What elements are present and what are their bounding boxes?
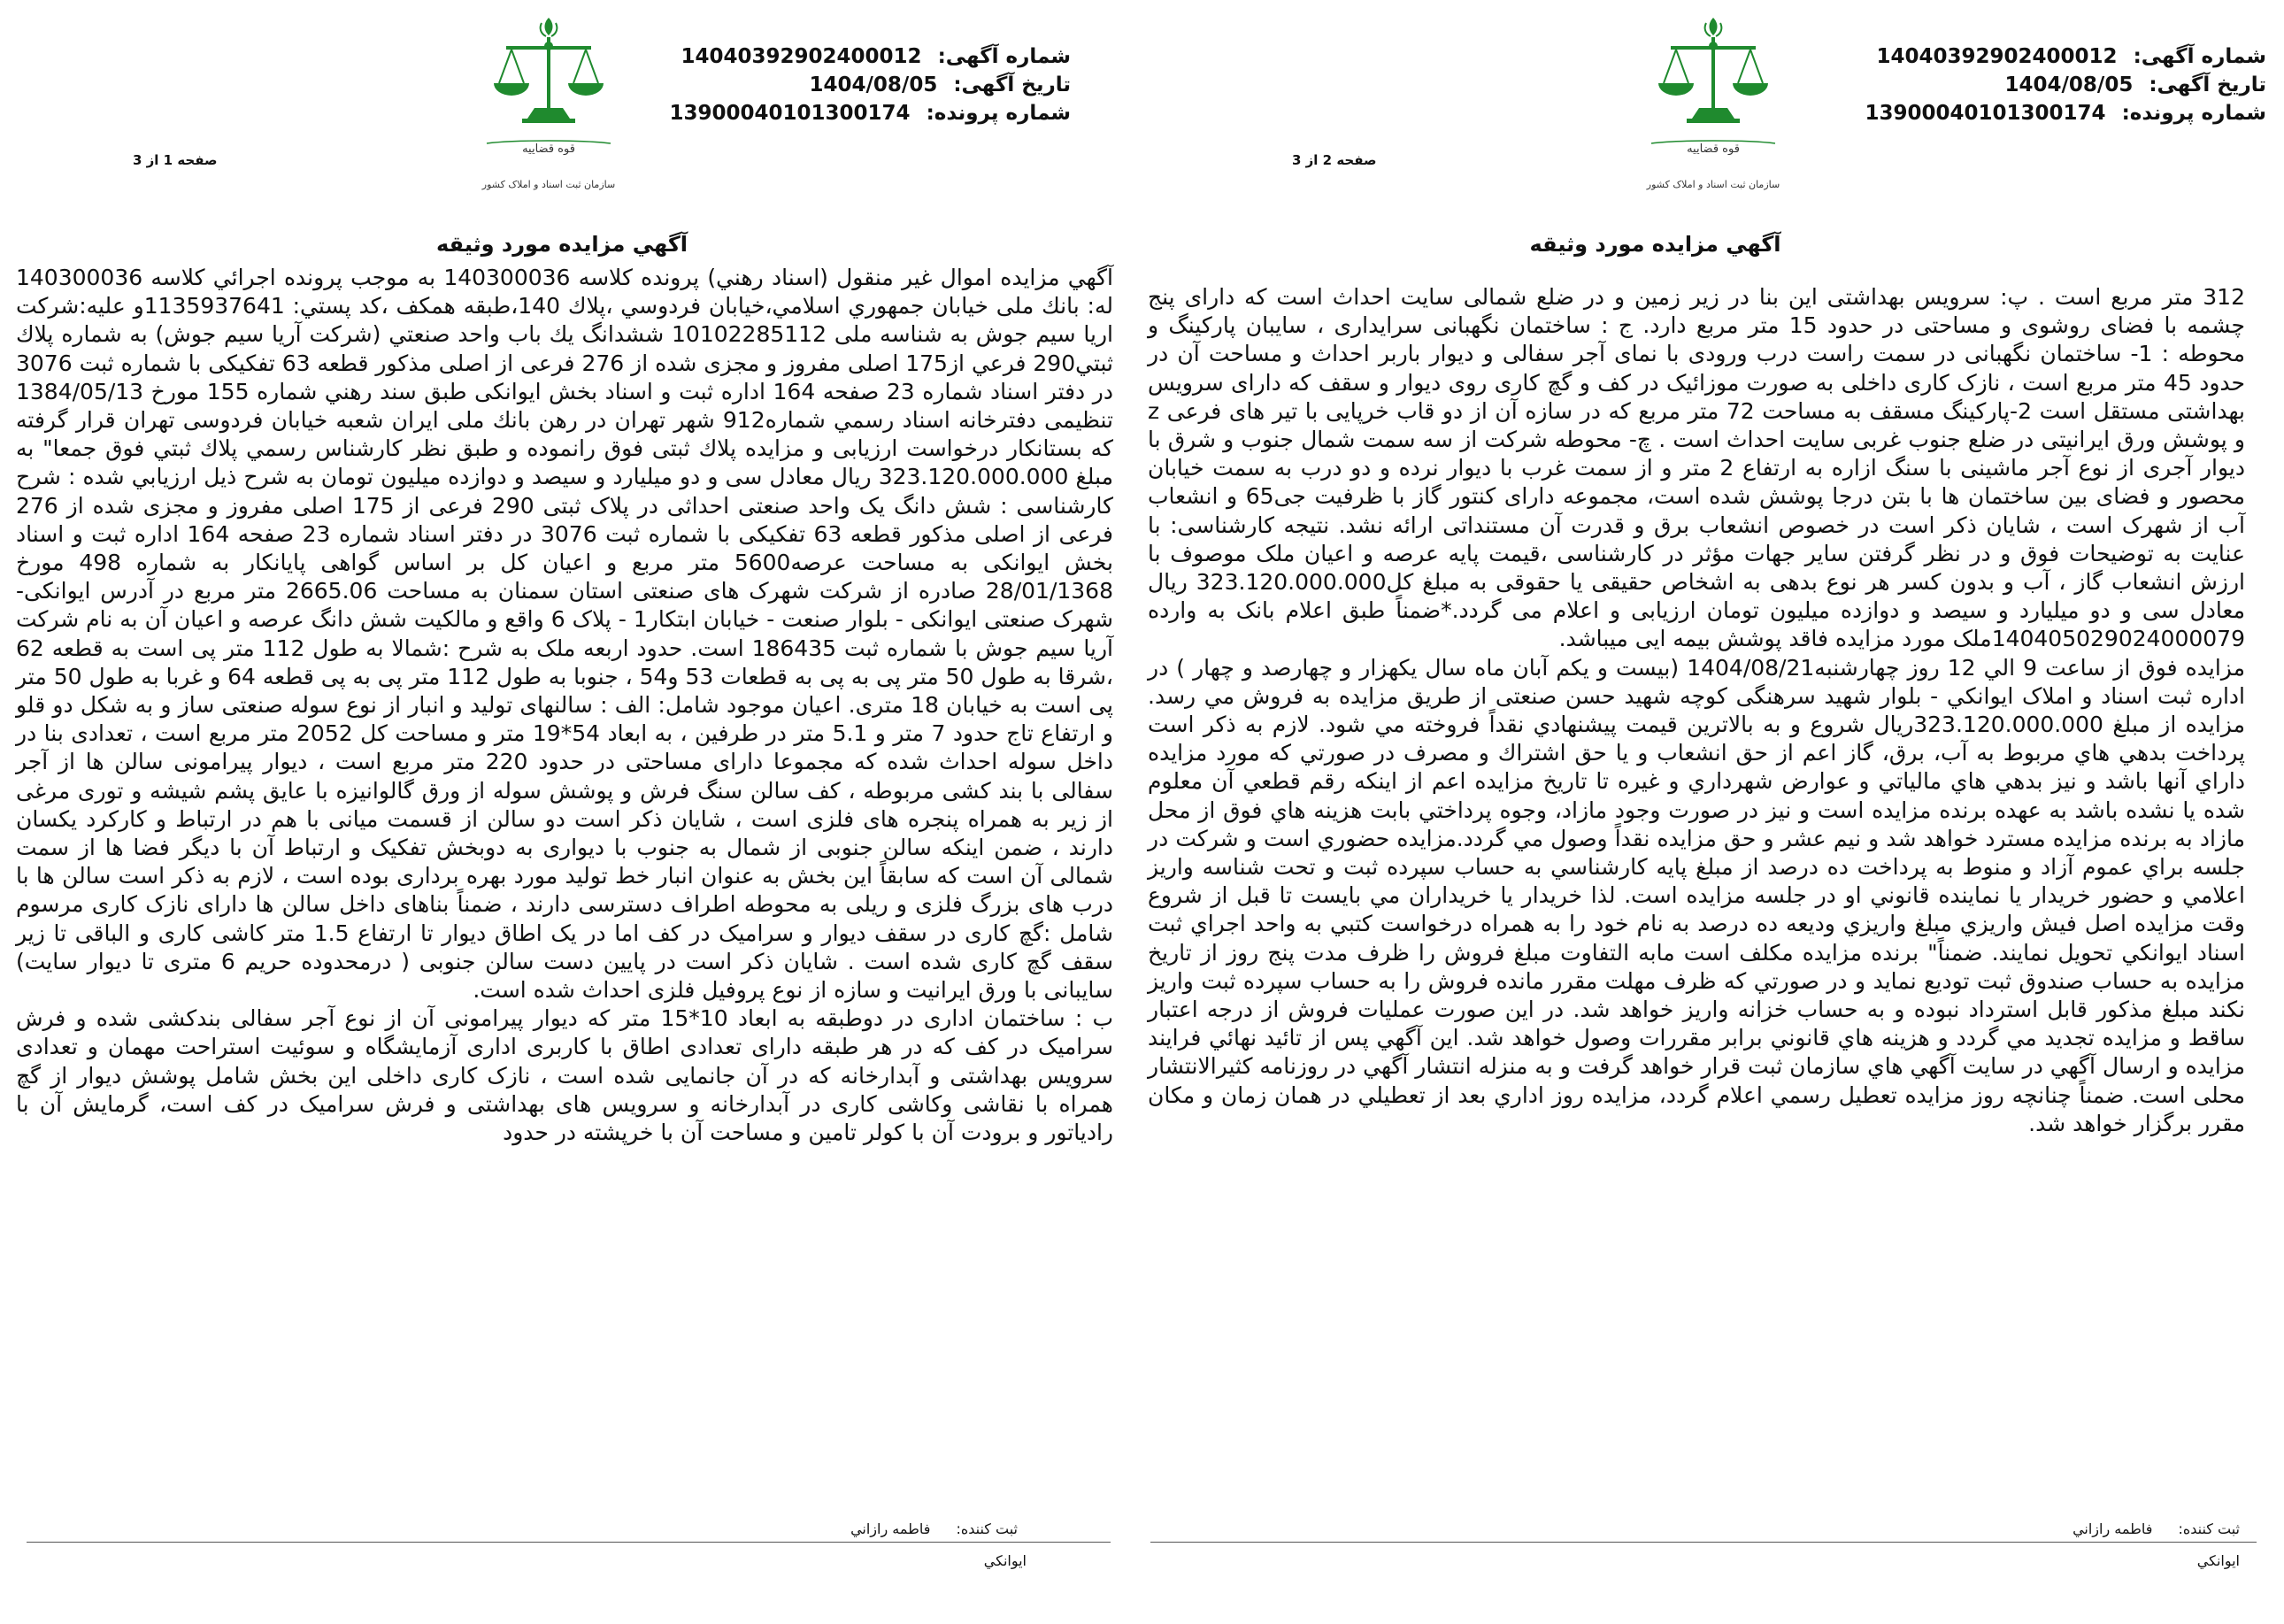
judiciary-emblem-icon [1625, 11, 1802, 196]
registrar-line [2051, 1520, 2240, 1537]
notice-body [16, 264, 1113, 1147]
notice-paragraph-2: ب : ساختمان اداری در دوطبقه به ابعاد 10*15 متر که دیوار پیرامونی آن از نوع آجر سفالی بندکشی شده و فرش سرامیک در کف که در هر طبقه دارای تعدادی اطاق با کاربری اداری آزمایشگاه و سوئیت استراحت مهمان و تعدادی سرویس بهداشتی و آبدارخانه که در آن جانمایی شده است ، نازک کاری داخلی این بخش شامل پوشش دیوار از گچ همراه با نقاشی وکاشی کاری در آبدارخانه و سرویس های بهداشتی و فرش سرامیک در کف است، گرمایش آن با رادیاتور و برودت آن با کولر تامین و مساحت آن با خرپشته در حدود [16, 1005, 1114, 1146]
ad-number-row [669, 42, 1071, 71]
ad-date: 1404/08/05 [2004, 73, 2134, 96]
file-number: 13900040101300174 [1865, 102, 2106, 125]
notice-meta [1865, 42, 2266, 127]
page-number: صفحه 1 از 3 [133, 152, 218, 168]
ad-number-row [1865, 42, 2266, 71]
footer-divider [27, 1542, 1111, 1543]
registrar-label: ثبت كننده: [2178, 1520, 2240, 1537]
ad-date: 1404/08/05 [809, 73, 938, 96]
ad-number-label: شماره آگهی: [2133, 45, 2266, 68]
emblem-caption-top: قوه قضاییه [522, 142, 575, 156]
ad-number: 14040392902400012 [681, 45, 922, 68]
registrar-name: فاطمه رازاني [2073, 1520, 2153, 1537]
notice-page-1 [0, 0, 1124, 1624]
registrar-line [829, 1520, 1018, 1537]
notice-paragraph-2: مزايده فوق از ساعت 9 الي 12 روز چهارشنبه1404/08/21 (بیست و یکم آبان ماه سال یکهزار و چهارصد و چهار ) در اداره ثبت اسناد و املاک ايوانكي - بلوار شهید سرهنگی کوچه شهید حسن صنعتی از طريق مزايده به فروش مي رسد. مزايده از مبلغ 323.120.000.000ريال شروع و به بالاترين قيمت پيشنهادي نقداً فروخته مي شود. لازم به ذكر است پرداخت بدهي هاي مربوط به آب، برق، گاز اعم از حق انشعاب و يا حق اشتراك و مصرف در صورتي كه مورد مزايده داراي آنها باشد و نيز بدهي هاي مالياتي و عوارض شهرداري و غيره تا تاريخ مزايده اعم از اينكه رقم قطعي آن معلوم شده يا نشده باشد به عهده برنده مزايده است و نيز در صورت وجود مازاد، وجوه پرداختي بابت هزينه هاي فوق از محل مازاد به برنده مزايده مسترد خواهد شد و نيم عشر و حق مزايده نقداً وصول مي گردد.مزايده حضوري است و شركت در جلسه براي عموم آزاد و منوط به پرداخت ده درصد از مبلغ پايه كارشناسي به حساب سپرده ثبت و تحت شناسه واريز اعلامي و حضور خريدار يا نماينده قانوني او در جلسه مزايده است. لذا خريدار يا خريداران مي بايست تا قبل از شروع وقت مزايده اصل فيش واريزي مبلغ واريزي وديعه ده درصد به نام خود را به همراه درخواست كتبي به واحد اجراي ثبت اسناد ايوانكي تحويل نمايند. ضمناً" برنده مزايده مكلف است مابه التفاوت مبلغ فروش را ظرف مدت پنج روز از تاريخ مزايده به حساب صندوق ثبت توديع نمايد و در صورتي كه ظرف مهلت مقرر مانده فروش را به حساب سپرده ثبت واريز نكند مبلغ مذكور قابل استرداد نبوده و به حساب خزانه واريز خواهد شد. در اين صورت عمليات فروش از درجه اعتبار ساقط و مزايده تجديد مي گردد و هزينه هاي قانوني برابر مقررات وصول خواهد شد. اين آگهي پس از تائيد نهائي فرايند مزايده و ارسال آگهي در سايت آگهي هاي سازمان ثبت قرار خواهد گرفت و به منزله انتشار آگهي در روزنامه كثيرالانتشار محلی است. ضمناً چنانچه روز مزايده تعطيل رسمي اعلام گردد، مزايده روز اداري بعد از تعطيلي در همان زمان و مكان مقرر برگزار خواهد شد. [1148, 654, 2245, 1136]
notice-meta [669, 42, 1071, 127]
emblem-caption-bottom: سازمان ثبت اسناد و املاک کشور [481, 179, 616, 190]
notice-page-2 [1133, 0, 2284, 1624]
emblem-caption-bottom: سازمان ثبت اسناد و املاک کشور [1646, 179, 1780, 190]
ad-date-label: تاریخ آگهی: [953, 73, 1071, 96]
ad-date-row [1865, 71, 2266, 99]
file-number-row [669, 99, 1071, 127]
judiciary-emblem-icon [460, 11, 637, 196]
registry-office: ايوانكي [983, 1552, 1027, 1569]
ad-number: 14040392902400012 [1876, 45, 2118, 68]
notice-paragraph-1: آگهي مزايده اموال غير منقول (اسناد رهني) پرونده كلاسه 140300036 به موجب پرونده اجرائي كلاسه 140300036 له: بانك ملی خيابان جمهوري اسلامي،خيابان فردوسي ،پلاك 140،طبقه همكف ،كد پستي: 1135937641و عليه:شركت اريا سيم جوش به شناسه ملی 10102285112 ششدانگ يك باب واحد صنعتي (شركت آريا سيم جوش) به شماره پلاك ثبتي290 فرعي از175 اصلی مفروز و مجزی شده از 276 فرعی از اصلی مذکور قطعه 63 تفکیکی با شماره ثبت 3076 در دفتر اسناد شماره 23 صفحه 164 اداره ثبت و اسناد بخش ايوانكی طبق سند رهني شماره 155 مورخ 1384/05/13 تنظيمی دفترخانه اسناد رسمي شماره912 شهر تهران در رهن بانك ملی ايران شعبه خيابان فردوسی تهران قرار گرفته كه بستانكار درخواست ارزيابی و مزايده پلاك ثبتی فوق رانموده و طبق نظر كارشناس رسمي پلاك ثبتي فوق جمعا" به مبلغ 323.120.000.000 ريال معادل سی و دو ميليارد و سيصد و دوازده ميليون تومان به شرح ذيل ارزيابي شده : شرح كارشناسی : شش دانگ یک واحد صنعتی احداثی در پلاک ثبتی 290 فرعی از 175 اصلی مفروز و مجزی شده از 276 فرعی از اصلی مذکور قطعه 63 تفکیکی با شماره ثبت 3076 در دفتر اسناد شماره 23 صفحه 164 اداره ثبت و اسناد بخش ایوانکی به مساحت عرصه5600 متر مربع و اعیان کل بر اساس گواهی پایانکار به شماره 498 مورخ 28/01/1368 صادره از شرکت شهرک های صنعتی استان سمنان به مساحت 2665.06 متر مربع در آدرس ایوانکی- شهرک صنعتی ایوانکی - بلوار صنعت - خیابان ابتکار1 - پلاک 6 واقع و مالکیت شش دانگ عرصه و اعیان آن به نام شرکت آریا سیم جوش با شماره ثبت 186435 است. حدود اربعه ملک به شرح :شمالا به طول 112 متر پی است به قطعه 62 ،شرقا به طول 50 متر پی به پی به قطعات 53 و54 ، جنوبا به طول 112 متر پی به پی قطعه 64 و غربا به طول 50 متر پی است به خیابان 18 متری. اعیان موجود شامل: الف : سالنهای تولید و انبار از نوع سوله صنعتی ساز و به شکل دو قلو و ارتفاع تاج حدود 7 متر و 5.1 متر در طرفین ، به ابعاد 54*19 متر و مساحت کل 2052 متر مربع است ، تعدادی بنا در داخل سوله احداث شده که مجموعا دارای مساحتی در حدود 220 متر مربع است ، دیوار پیرامونی سالن ها از آجر سفالی با بند کشی مربوطه ، کف سالن سنگ فرش و پوشش سوله از ورق گالوانیزه با عایق پشم شیشه و توری مرغی از زیر به همراه پنجره های فلزی است ، شایان ذکر است دو سالن از قسمت میانی با هم در ارتباط و کارکرد یکسان دارند ، ضمن اینکه سالن جنوبی از شمال به جنوب با دیواری به دوبخش تفکیک و ارتباط آن با دیگر فضا ها از سمت شمالی آن است که سابقاً این بخش به عنوان انبار خط تولید مورد بهره برداری بوده است ، لازم به ذکر است سالن ها با درب های بزرگ فلزی و ریلی به محوطه اطراف دسترسی دارند ، ضمناً بناهای داخل سالن ها دارای نازک کاری مرسوم شامل :گچ کاری در سقف دیوار و سرامیک در کف اما در یک اطاق دیوار تا ارتفاع 1.5 متر کاشی کاری و الباقی تا زیر سقف گچ کاری شده است . شایان ذکر است در پایین دست سالن جنوبی ( درمحدوده حریم 6 متری تا دیوار سایت) سایبانی با ورق ایرانیت و سازه از نوع پروفیل فلزی احداث شده است. [16, 265, 1114, 1004]
notice-title: آگهي مزايده مورد وثيقه [1529, 232, 1781, 257]
registrar-label: ثبت كننده: [956, 1520, 1018, 1537]
file-number-row [1865, 99, 2266, 127]
file-number-label: شماره پرونده: [2121, 102, 2266, 125]
ad-number-label: شماره آگهی: [937, 45, 1071, 68]
ad-date-label: تاریخ آگهی: [2149, 73, 2266, 96]
registrar-name: فاطمه رازاني [850, 1520, 931, 1537]
notice-body [1148, 283, 2245, 1138]
emblem-caption-top: قوه قضاییه [1687, 142, 1740, 156]
file-number-label: شماره پرونده: [926, 102, 1071, 125]
notice-title: آگهي مزايده مورد وثيقه [435, 232, 688, 257]
ad-date-row [669, 71, 1071, 99]
footer-divider [1150, 1542, 2257, 1543]
notice-paragraph-1: 312 متر مربع است . پ: سرویس بهداشتی این بنا در زیر زمین و در ضلع شمالی سایت احداث است که دارای پنج چشمه با فضای روشوی و مساحتی در حدود 15 متر مربع دارد. ج : ساختمان نگهبانی سرایداری ، سایبان پارکینگ و محوطه : 1- ساختمان نگهبانی در سمت راست درب ورودی با نمای آجر سفالی و دیوار باربر احداث و مساحت آن در حدود 45 متر مربع است ، نازک کاری داخلی به صورت موزائیک در کف و گچ کاری روی دیوار و سقف که دارای سرویس بهداشتی مستقل است 2-پارکینگ مسقف به مساحت 72 متر مربع که در سازه آن از دو قاب خرپایی با تیر های فرعی z و پوشش ورق ایرانیتی در ضلع جنوب غربی سایت احداث است . چ- محوطه شرکت از سه سمت شمال جنوب و شرق با دیوار آجری از نوع آجر ماشینی با سنگ ازاره به ارتفاع 2 متر و از سمت غرب با دیوار نرده و دو درب به سمت خیابان محصور و فضای بین ساختمان ها با بتن درجا پوشش شده است، مجموعه دارای کنتور گاز با ظرفیت جی65 و انشعاب آب از شهرک است ، شایان ذکر است در خصوص انشعاب برق و قدرت آن مستنداتی ارائه نشد. نتیجه کارشناسی: با عنایت به توضیحات فوق و در نظر گرفتن سایر جهات مؤثر در کارشناسی ،قیمت پایه عرصه و اعیان ملک موصوف با ارزش انشعاب گاز ، آب و بدون کسر هر نوع بدهی به اشخاص حقیقی یا حقوقی به مبلغ کل323.120.000.000 ریال معادل سی و دو میلیارد و سیصد و دوازده میلیون تومان ارزیابی و اعلام می گردد.*ضمناً طبق اعلام بانک به وارده 140405029024000079ملک مورد مزایده فاقد پوشش بیمه ایی میباشد. [1148, 284, 2246, 652]
page-number: صفحه 2 از 3 [1292, 152, 1377, 168]
registry-office: ايوانكي [2196, 1552, 2240, 1569]
file-number: 13900040101300174 [669, 102, 911, 125]
